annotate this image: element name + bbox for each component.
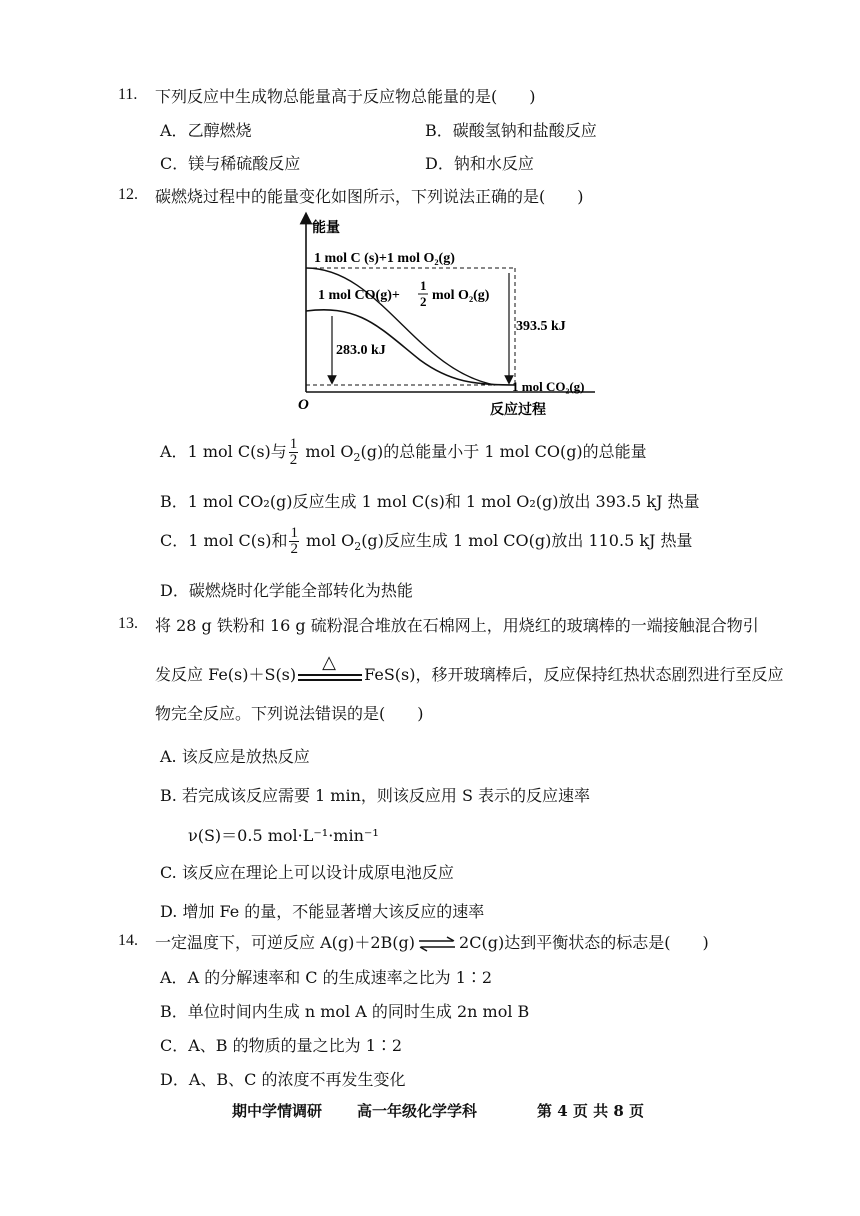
footer-subject: 高一年级化学学科 (357, 1102, 478, 1120)
q11-option-a-text: 乙醇燃烧 (187, 121, 252, 140)
q13-option-d-text: 增加 Fe 的量，不能显著增大该反应的速率 (182, 902, 485, 921)
subscript-2: 2 (353, 451, 361, 465)
q14-stem (155, 930, 709, 953)
curve-carbon-to-co2 (306, 268, 495, 385)
q14-number: 14. (118, 932, 138, 949)
q12-option-c-text2: mol O (300, 531, 355, 550)
q11-option-b-label: B． (425, 121, 453, 140)
q13-line3: 物完全反应。下列说法错误的是( ) (155, 704, 424, 723)
energy-diagram (290, 210, 610, 425)
mid-level-frac-d: 2 (420, 294, 427, 309)
frac-denominator: 2 (289, 452, 298, 468)
q12-option-c-fraction (289, 526, 299, 557)
q12-option-b-text: 1 mol CO₂(g)反应生成 1 mol C(s)和 1 mol O₂(g)放出 393.5 kJ 热量 (187, 492, 700, 511)
mid-level-frac-n: 1 (420, 278, 427, 293)
q14-option-a (160, 965, 492, 988)
q13-option-c (160, 860, 454, 883)
q12-number: 12. (118, 186, 138, 203)
q12-option-d-label: D． (160, 581, 189, 600)
q14-option-a-text: A 的分解速率和 C 的生成速率之比为 1∶2 (187, 968, 493, 987)
q11-option-a (160, 118, 252, 141)
q12-option-d-text: 碳燃烧时化学能全部转化为热能 (188, 581, 413, 600)
frac-denominator: 2 (290, 541, 298, 557)
q11-option-b (425, 118, 597, 141)
footer-exam-name: 期中学情调研 (232, 1102, 323, 1120)
q12-option-b-label: B． (160, 492, 188, 511)
q12-option-c-text3: (g)反应生成 1 mol CO(g)放出 110.5 kJ 热量 (361, 531, 693, 550)
origin-label: O (298, 397, 309, 413)
q11-option-b-text: 碳酸氢钠和盐酸反应 (452, 121, 597, 140)
q12-option-b (160, 489, 700, 512)
q14-option-b (160, 999, 529, 1022)
q13-option-b-text: 若完成该反应需要 1 min，则该反应用 S 表示的反应速率 (181, 786, 591, 805)
q11-option-d (425, 151, 534, 174)
q13-option-b-rate: ν(S)＝0.5 mol·L⁻¹·min⁻¹ (188, 826, 379, 845)
q13-line2-a: 发反应 Fe(s)＋S(s) (155, 665, 297, 684)
q12-option-c (160, 526, 693, 557)
q12-option-d (160, 578, 413, 601)
q13-option-b-label: B. (160, 786, 177, 805)
q12-option-a-fraction (289, 437, 299, 468)
q13-line2 (155, 651, 784, 686)
q11-option-a-label: A． (160, 121, 188, 140)
q11-number: 11. (118, 86, 138, 103)
q13-option-c-text: 该反应在理论上可以设计成原电池反应 (181, 863, 454, 882)
q13-option-a-text: 该反应是放热反应 (181, 747, 310, 766)
top-level-label: 1 mol C (s)+1 mol O₂(g) (314, 251, 455, 266)
q13-line1: 将 28 g 铁粉和 16 g 硫粉混合堆放在石棉网上，用烧红的玻璃棒的一端接触混合物引 (155, 616, 759, 635)
q13-option-a (160, 744, 310, 767)
q11-option-d-text: 钠和水反应 (453, 154, 534, 173)
q11-option-d-label: D． (425, 154, 454, 173)
q12-option-a (160, 437, 647, 468)
q13-option-c-label: C. (160, 863, 177, 882)
frac-numerator: 1 (289, 436, 298, 452)
q12-option-a-text2: mol O (300, 442, 354, 461)
q14-option-c-text: A、B 的物质的量之比为 1∶2 (188, 1036, 403, 1055)
bottom-level-label: 1 mol CO₂(g) (512, 379, 585, 394)
q11-option-c-text: 镁与稀硫酸反应 (188, 154, 301, 173)
q14-option-b-text: 单位时间内生成 n mol A 的同时生成 2n mol B (187, 1002, 530, 1021)
q14-option-b-label: B． (160, 1002, 188, 1021)
q14-option-d (160, 1067, 406, 1090)
footer-page-number: 第 4 页 共 8 页 (537, 1102, 644, 1120)
q13-number: 13. (118, 615, 138, 632)
q14-option-a-label: A． (160, 968, 188, 987)
q13-line2-b: FeS(s)，移开玻璃棒后，反应保持红热状态剧烈进行至反应 (364, 665, 784, 684)
x-axis-label: 反应过程 (490, 403, 546, 418)
q14-option-d-text: A、B、C 的浓度不再发生变化 (188, 1070, 406, 1089)
subscript-2: 2 (354, 540, 362, 554)
y-axis-label: 能量 (312, 221, 340, 236)
value-283-label: 283.0 kJ (336, 343, 386, 358)
reversible-arrow-icon (417, 936, 457, 952)
q11-option-c-label: C． (160, 154, 189, 173)
q14-stem-a: 一定温度下，可逆反应 A(g)＋2B(g) (155, 933, 416, 952)
q11-option-c (160, 151, 300, 174)
mid-level-label-a: 1 mol CO(g)+ (318, 288, 400, 303)
q13-option-b (160, 783, 590, 806)
q12-option-a-text1: 1 mol C(s)与 (187, 442, 287, 461)
q14-option-c-label: C． (160, 1036, 189, 1055)
mid-level-label-b: mol O₂(g) (432, 288, 490, 303)
q12-option-a-label: A． (160, 442, 188, 461)
q13-option-d (160, 899, 484, 922)
q14-option-c (160, 1033, 402, 1056)
value-393-label: 393.5 kJ (516, 319, 566, 334)
q13-option-d-label: D. (160, 902, 178, 921)
frac-numerator: 1 (290, 525, 298, 541)
q12-stem: 碳燃烧过程中的能量变化如图所示，下列说法正确的是( ) (155, 187, 584, 206)
q13-option-a-label: A. (160, 747, 177, 766)
q14-stem-b: 2C(g)达到平衡状态的标志是( ) (459, 933, 709, 952)
q11-stem: 下列反应中生成物总能量高于反应物总能量的是( ) (155, 87, 536, 106)
q12-option-c-label: C． (160, 531, 189, 550)
q12-option-a-text3: (g)的总能量小于 1 mol CO(g)的总能量 (360, 442, 647, 461)
heat-equals-sign (298, 651, 362, 686)
q12-option-c-text1: 1 mol C(s)和 (188, 531, 288, 550)
q14-option-d-label: D． (160, 1070, 189, 1089)
heat-triangle-icon: △ (322, 651, 336, 673)
